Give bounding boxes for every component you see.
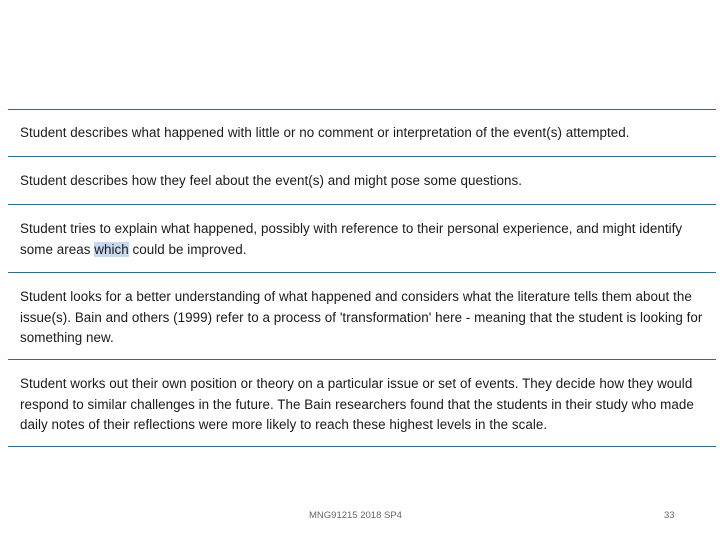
table-row <box>8 205 716 273</box>
reflection-scale-table <box>8 109 716 447</box>
row-text-after: could be improved. <box>128 241 247 257</box>
table-row <box>8 157 716 205</box>
page-number: 33 <box>664 510 675 521</box>
row-text <box>20 219 708 260</box>
row-text: Student describes what happened with little or no comment or interpretation of the event(s) attempted. <box>20 125 630 140</box>
row-text: Student describes how they feel about the event(s) and might pose some questions. <box>20 173 523 188</box>
row-text: Student works out their own position or theory on a particular issue or set of events. They decide how they would respond to similar challenges in the future. The Bain researchers found that the students in their study who made daily notes of their reflections were more likely to reach these highest levels in the scale. <box>20 376 694 432</box>
table-row <box>8 273 716 360</box>
table-row <box>8 360 716 447</box>
row-text: Student looks for a better understanding of what happened and considers what the literature tells them about the issue(s). Bain and others (1999) refer to a process of 'transformation' here - meaning that the student is looking for something new. <box>20 289 703 345</box>
row-text-before: Student tries to explain what happened, possibly with reference to their personal experience, and might identify some areas <box>20 221 683 257</box>
table-row <box>8 110 716 157</box>
footer-course-label: MNG91215 2018 SP4 <box>309 510 402 521</box>
highlighted-word[interactable]: which <box>94 241 129 257</box>
